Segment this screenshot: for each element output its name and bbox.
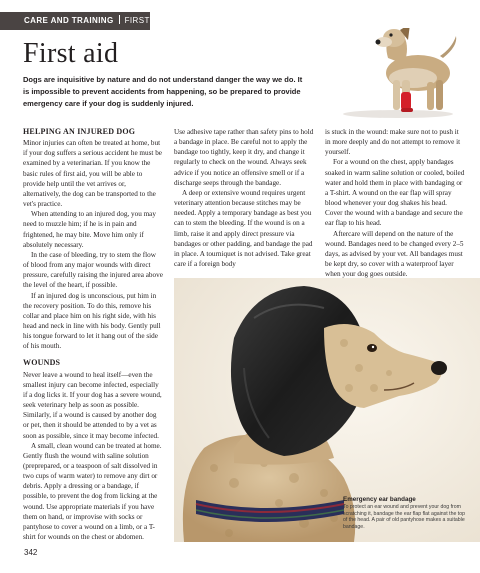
paragraph: is stuck in the wound: make sure not to push it in more deeply and do not attempt to remove it yourself. [325, 128, 461, 157]
paragraph: Minor injuries can often be treated at home, but if your dog suffers a serious accident he must be examined by a veterinarian. If you know the basic rules of first aid, you will be able to provide help until the vet arrives or, alternatively, the dog can be transported to the vet's practice. [23, 139, 162, 209]
paragraph: A small, clean wound can be treated at home. Gently flush the wound with saline solution (preprepared, or a teaspoon of salt dissolved in two cups of warm water) to remove any dirt or debris. Apply a dressing or a bandage, if possible, to prevent the dog from licking at the wound. Use appropriate materials if you have them on hand, or improvise with socks or pantyhose to cover a wound on a limb, or a T-shirt for wounds on the chest or abdomen. [23, 441, 162, 542]
page-title: First aid [23, 38, 119, 69]
subsection-label: FIRST AID [124, 16, 167, 25]
page-number: 342 [24, 548, 38, 557]
bandaged-leg-dog-photo [318, 28, 468, 120]
paragraph: When attending to an injured dog, you may need to muzzle him; if he is in pain and frightened, he may bite. Move him only if absolutely necessary. [23, 210, 156, 249]
section-header [24, 12, 166, 30]
paragraph: Never leave a wound to heal itself—even the smallest injury can become infected, especially if a dog licks it. If your dog has a severe wound, seek veterinary help as soon as possible. Similarly, if a wound is caused by another dog or pet, then it should be attended to by a vet as soon as possible, since it may become infected. [23, 370, 162, 440]
caption-text: To protect an ear wound and prevent your dog from scratching it, bandage the ear flap flat against the top of the head. A pair of old pantyhose makes a suitable bandage. [343, 504, 465, 530]
paragraph: Aftercare will depend on the nature of the wound. Bandages need to be changed every 2–5 days, as advised by your vet. All bandages must be kept dry, so cover with a waterproof layer when your dog goes outside. [325, 229, 464, 279]
paragraph: In the case of bleeding, try to stem the flow of blood from any major wounds with direct pressure, carefully raising the injured area above the level of the heart, if possible. [23, 250, 163, 290]
caption-title: Emergency ear bandage [343, 496, 416, 503]
text-column-1 [23, 127, 163, 542]
heading-wounds: WOUNDS [23, 358, 61, 368]
header-divider [119, 15, 120, 24]
paragraph: For a wound on the chest, apply bandages soaked in warm saline solution or cooled, boiled water and hold them in place with bandaging or a T-shirt. A wound on the ear flap will spray blood whenever your dog shakes his head. Cover the wound with a bandage and secure the ear flap to his head. [325, 158, 465, 228]
paragraph: If an injured dog is unconscious, put him in the recovery position. To do this, remove his collar and place him on his right side, with his head and neck in line with his body. Gently pull his tongue forward to let it hang out of the side of his mouth. [23, 291, 161, 351]
section-label: CARE AND TRAINING [24, 16, 114, 25]
paragraph: A deep or extensive wound requires urgent veterinary attention because stitches may be needed. Apply a temporary bandage as best you can to stem the bleeding. If the wound is on a limb, raise it and apply direct pressure via bandages or other padding, and bandage the pad in place. A tourniquet is not advised. Take great care if a foreign body [174, 188, 313, 269]
heading-helping-injured-dog: HELPING AN INJURED DOG [23, 127, 136, 136]
text-column-2 [174, 127, 314, 269]
photo-caption [343, 497, 470, 530]
paragraph: Use adhesive tape rather than safety pins to hold a bandage in place. Be careful not to apply the bandage too tightly, keep it dry, and change it regularly to check on the wound. Always seek advice if you notice an offensive smell or if a discharge seeps through the bandage. [174, 128, 314, 187]
text-column-3 [325, 127, 465, 279]
intro-paragraph: Dogs are inquisitive by nature and do not understand danger the way we do. It is impossible to prevent accidents from happening, so be prepared to provide emergency care if your dog is suddenly injured. [23, 75, 303, 108]
